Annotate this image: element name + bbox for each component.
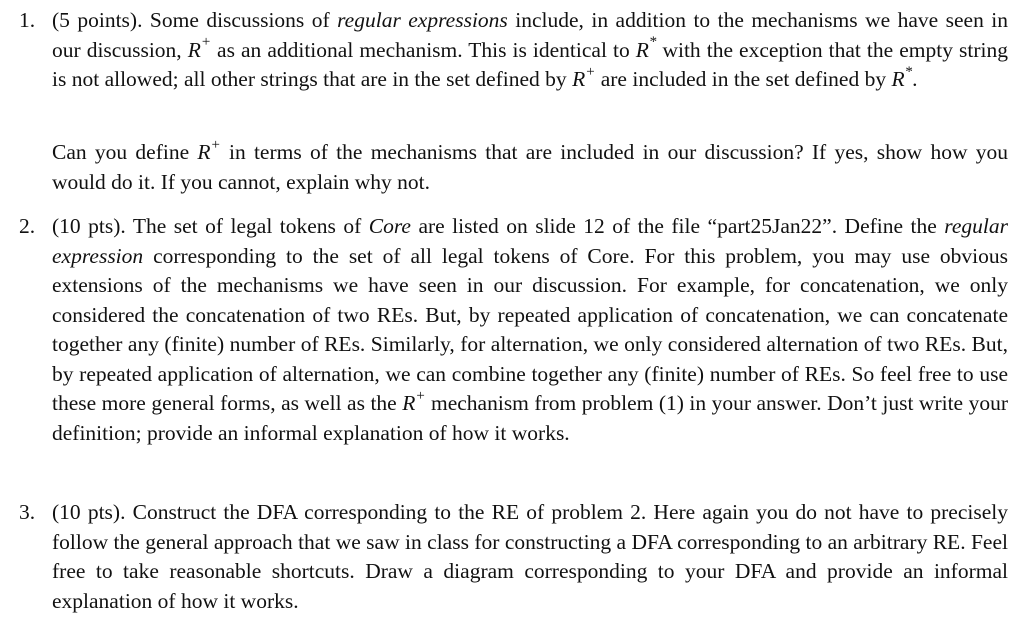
problem-3-statement: (10 pts). Construct the DFA corresponding to the RE of problem 2. Here again you do not have to precisely follow the general approach that we saw in class for constructing a DFA corresponding to an arbitrary RE. Feel free to take reasonable shortcuts. Draw a diagram corresponding to your DFA and provide an informal explanation of how it works.: [52, 500, 1008, 613]
problem-3-number: 3.: [19, 500, 36, 524]
problem-1-number: 1.: [19, 8, 36, 32]
r-plus: R+: [402, 387, 426, 415]
term-regular-expression: regular expression: [52, 214, 1008, 268]
r-star: R*: [635, 34, 657, 62]
r-star: R*: [891, 63, 913, 91]
problem-1-statement: (5 points). Some discussions of regular expressions include, in addition to the mechanisms we have seen in our discussion, R+ as an additional mechanism. This is identical to R* with the exception that the empty string is not allowed; all other strings that are in the set defined by R+ are included in the set defined by R*.: [52, 8, 1008, 91]
r-plus: R+: [572, 63, 596, 91]
problem-2-statement: (10 pts). The set of legal tokens of Core are listed on slide 12 of the file “part25Jan22”. Define the regular expression corresponding to the set of all legal tokens of Core. For this problem, you may use obvious extensions of the mechanisms we have seen in our discussion. For example, for concatenation, we only considered the concatenation of two REs. But, by repeated application of concatenation, we can concatenate together any (finite) number of REs. Similarly, for alternation, we only considered alternation of two REs. But, by repeated application of alternation, we can combine together any (finite) number of REs. So feel free to use these more general forms, as well as the R+ mechanism from problem (1) in your answer. Don’t just write your definition; provide an informal explanation of how it works.: [52, 214, 1008, 445]
problem-1-question: Can you define R+ in terms of the mechanisms that are included in our discussion? If yes, show how you would do it. If you cannot, explain why not.: [52, 136, 1008, 194]
problem-2-number: 2.: [19, 214, 36, 238]
term-core: Core: [368, 214, 411, 238]
r-plus: R+: [197, 136, 221, 164]
r-plus: R+: [187, 34, 211, 62]
term-regular-expressions: regular expressions: [337, 8, 508, 32]
